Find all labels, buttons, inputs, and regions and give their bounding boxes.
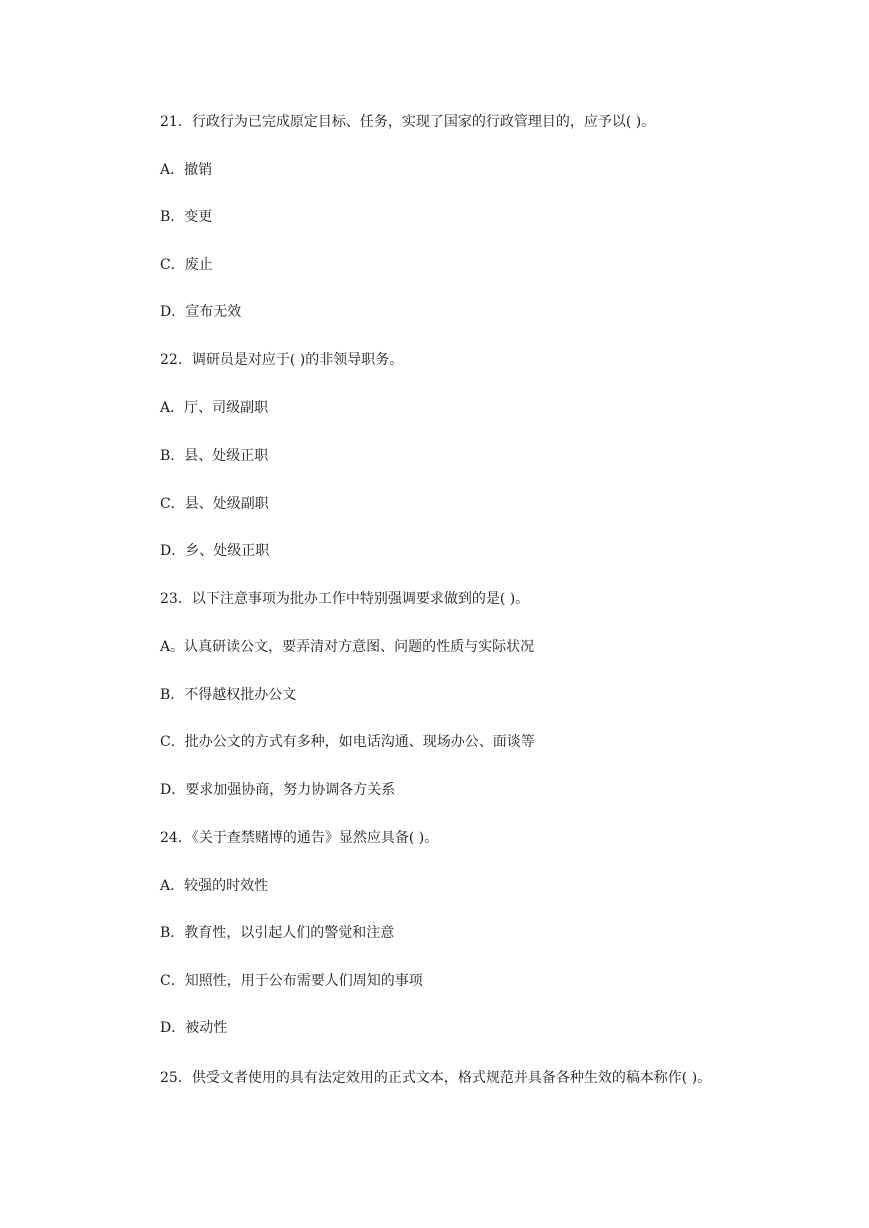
question-21-option-c: C．废止 [160,257,213,273]
question-21-option-b: B．变更 [160,209,213,225]
question-22-option-d: D．乡、处级正职 [160,543,270,559]
question-24-option-b: B．教育性，以引起人们的警觉和注意 [160,925,395,941]
question-23-option-b: B．不得越权批办公文 [160,687,297,703]
question-21-stem: 21．行政行为已完成原定目标、任务，实现了国家的行政管理目的，应予以( )。 [160,114,656,130]
question-22-stem: 22．调研员是对应于( )的非领导职务。 [160,352,404,368]
question-22-option-b: B．县、处级正职 [160,448,269,464]
question-24-option-c: C．知照性，用于公布需要人们周知的事项 [160,973,423,989]
question-21-option-d: D．宣布无效 [160,304,242,320]
question-24-option-a: A．较强的时效性 [160,878,269,894]
question-23-option-d: D．要求加强协商，努力协调各方关系 [160,782,396,798]
question-22-option-c: C．县、处级副职 [160,496,269,512]
question-23-stem: 23．以下注意事项为批办工作中特别强调要求做到的是( )。 [160,591,530,607]
question-21-option-a: A．撤销 [160,162,213,178]
question-23-option-a: A。认真研读公文，要弄清对方意图、问题的性质与实际状况 [160,639,535,655]
question-23-option-c: C．批办公文的方式有多种，如电话沟通、现场办公、面谈等 [160,734,535,750]
question-24-option-d: D．被动性 [160,1020,228,1036]
question-24-stem: 24．《关于查禁赌博的通告》显然应具备( )。 [160,830,439,846]
question-25-stem: 25．供受文者使用的具有法定效用的正式文本，格式规范并具备各种生效的稿本称作( )。 [160,1070,712,1086]
question-22-option-a: A．厅、司级副职 [160,400,269,416]
